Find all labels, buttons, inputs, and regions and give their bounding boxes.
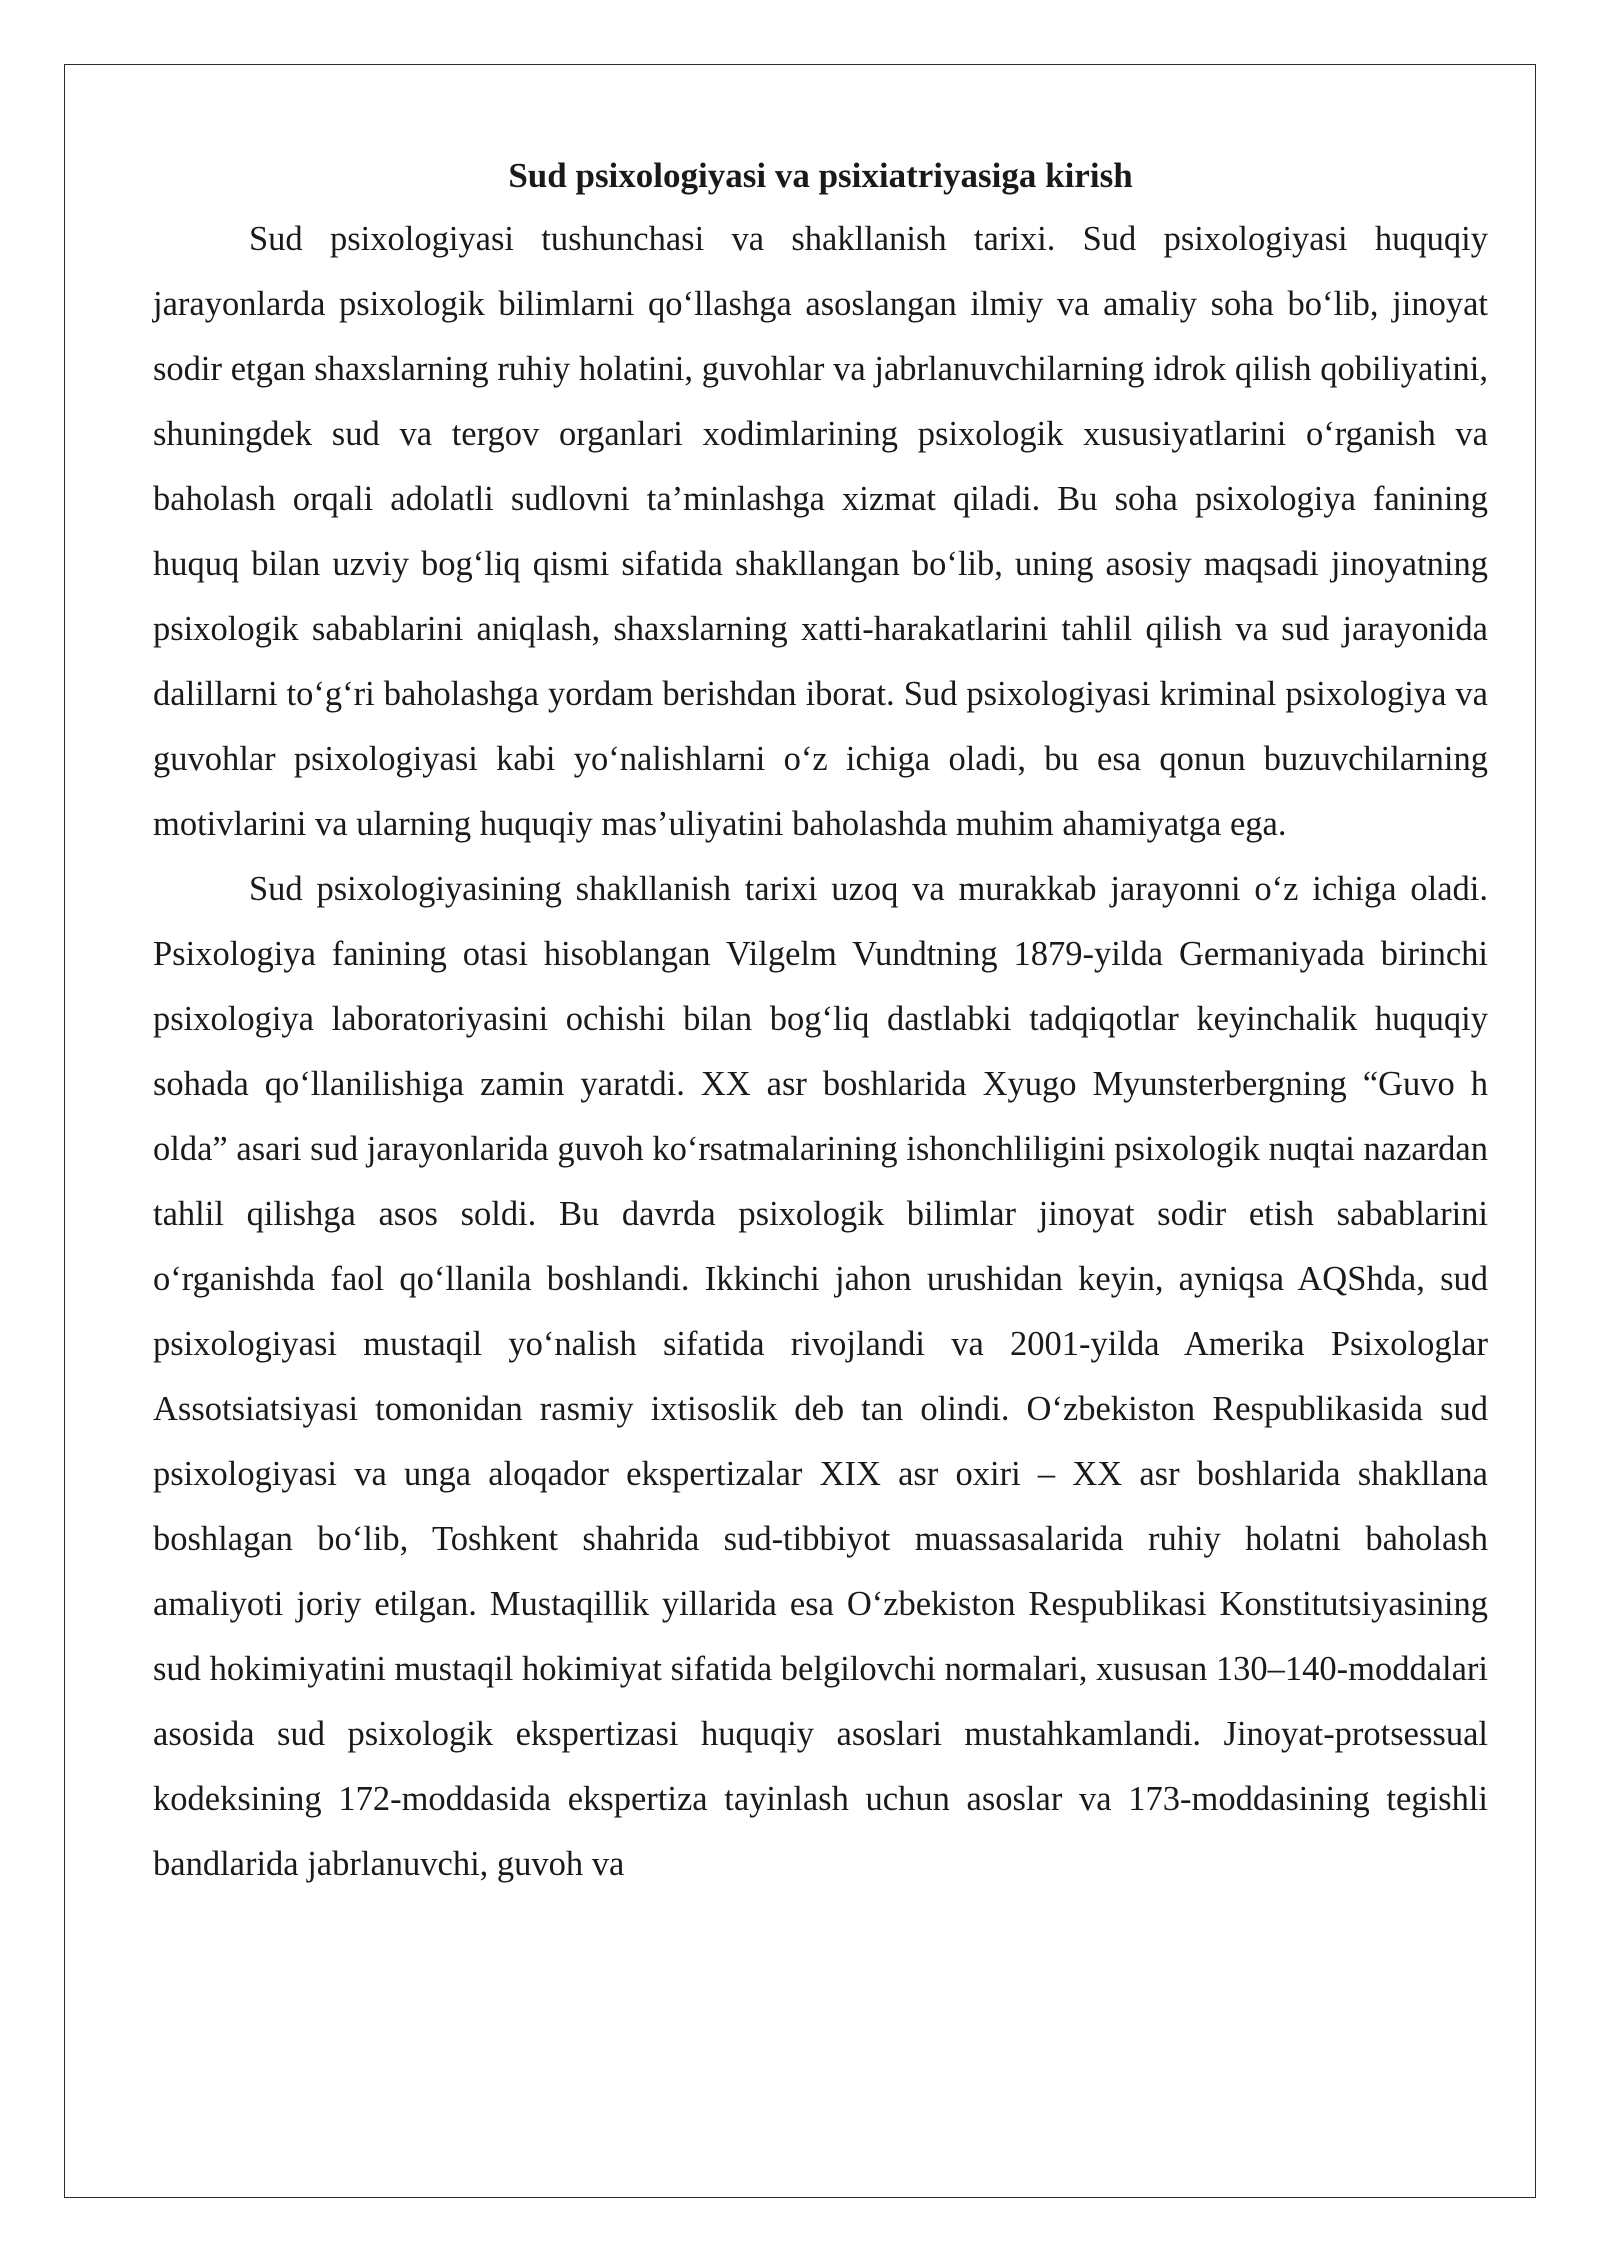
document-body [153, 145, 1488, 1897]
document-title: Sud psixologiyasi va psixiatriyasiga kirish [508, 156, 1133, 195]
paragraph-2: Sud psixologiyasining shakllanish tarixi uzoq va murakkab jarayonni o‘z ichiga oladi. Psixologiya fanining otasi hisoblangan Vilgelm Vundtning 1879-yilda Germaniyada birinchi psixologiya laboratoriyasini ochishi bilan bog‘liq dastlabki tadqiqotlar keyinchalik huquqiy sohada qo‘llanilishiga zamin yaratdi. XX asr boshlarida Xyugo Myunsterbergning “Guvo h olda” asari sud jarayonlarida guvoh ko‘rsatmalarining ishonchliligini psixologik nuqtai nazardan tahlil qilishga asos soldi. Bu davrda psixologik bilimlar jinoyat sodir etish sabablarini o‘rganishda faol qo‘llanila boshlandi. Ikkinchi jahon urushidan keyin, ayniqsa AQShda, sud psixologiyasi mustaqil yo‘nalish sifatida rivojlandi va 2001-yilda Amerika Psixologlar Assotsiatsiyasi tomonidan rasmiy ixtisoslik deb tan olindi. O‘zbekiston Respublikasida sud psixologiyasi va unga aloqador ekspertizalar XIX asr oxiri – XX asr boshlarida shakllana boshlagan bo‘lib, Toshkent shahrida sud-tibbiyot muassasalarida ruhiy holatni baholash amaliyoti joriy etilgan. Mustaqillik yillarida esa O‘zbekiston Respublikasi Konstitutsiyasining sud hokimiyatini mustaqil hokimiyat sifatida belgilovchi normalari, xususan 130–140-moddalari asosida sud psixologik ekspertizasi huquqiy asoslari mustahkamlandi. Jinoyat-protsessual kodeksining 172-moddasida ekspertiza tayinlash uchun asoslar va 173-moddasining tegishli bandlarida jabrlanuvchi, guvoh va [153, 870, 1488, 1883]
paragraph-1: Sud psixologiyasi tushunchasi va shakllanish tarixi. Sud psixologiyasi huquqiy jarayonlarda psixologik bilimlarni qo‘llashga asoslangan ilmiy va amaliy soha bo‘lib, jinoyat sodir etgan shaxslarning ruhiy holatini, guvohlar va jabrlanuvchilarning idrok qilish qobiliyatini, shuningdek sud va tergov organlari xodimlarining psixologik xususiyatlarini o‘rganish va baholash orqali adolatli sudlovni ta’minlashga xizmat qiladi. Bu soha psixologiya fanining huquq bilan uzviy bog‘liq qismi sifatida shakllangan bo‘lib, uning asosiy maqsadi jinoyatning psixologik sabablarini aniqlash, shaxslarning xatti-harakatlarini tahlil qilish va sud jarayonida dalillarni to‘g‘ri baholashga yordam berishdan iborat. Sud psixologiyasi kriminal psixologiya va guvohlar psixologiyasi kabi yo‘nalishlarni o‘z ichiga oladi, bu esa qonun buzuvchilarning motivlarini va ularning huquqiy mas’uliyatini baholashda muhim ahamiyatga ega. [153, 220, 1488, 843]
